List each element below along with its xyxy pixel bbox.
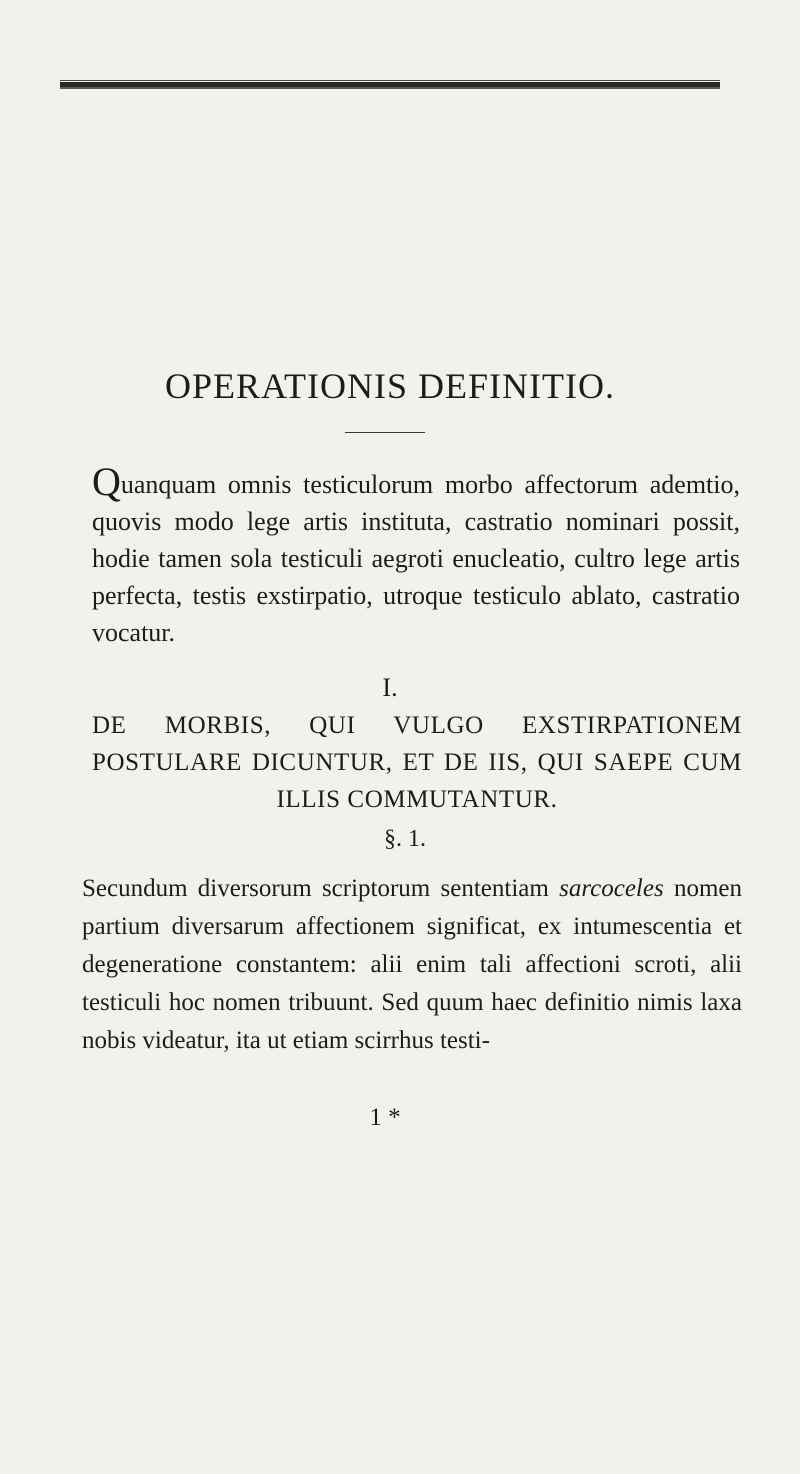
body-text-rest: nomen partium diversarum affectionem significat, ex intumescentia et degeneratione constantem: alii enim tali affectioni scroti, alii testiculi hoc nomen tribuunt. Sed quum haec definitio nimis laxa nobis videatur, ita ut etiam scirrhus testi- [82, 875, 742, 1054]
body-text-start: Secundum diversorum scriptorum sententiam [82, 875, 560, 902]
page-title: OPERATIONIS DEFINITIO. [165, 366, 615, 406]
body-term: sarcoceles [559, 875, 664, 902]
initial-letter: Q [92, 459, 121, 504]
section-number: I. [382, 673, 398, 702]
intro-text: uanquam omnis testiculorum morbo affectorum ademtio, quovis modo lege artis instituta, castratio nominari possit, hodie tamen sola testiculi aegroti enucleatio, cultro lege artis perfecta, testis exstirpatio, utroque testiculo ablato, castratio vocatur. [92, 470, 740, 647]
section-heading: DE MORBIS, QUI VULGO EXSTIRPATIONEM POSTULARE DICUNTUR, ET DE IIS, QUI SAEPE CUM ILLIS COMMUTANTUR. [92, 712, 742, 813]
top-rule-thin [60, 80, 720, 81]
paragraph-mark: §. 1. [384, 826, 426, 852]
top-rule [60, 82, 720, 89]
title-rule [345, 432, 425, 433]
intro-paragraph [92, 459, 740, 651]
body-paragraph [82, 870, 742, 1060]
signature-mark: 1 * [369, 1104, 401, 1131]
